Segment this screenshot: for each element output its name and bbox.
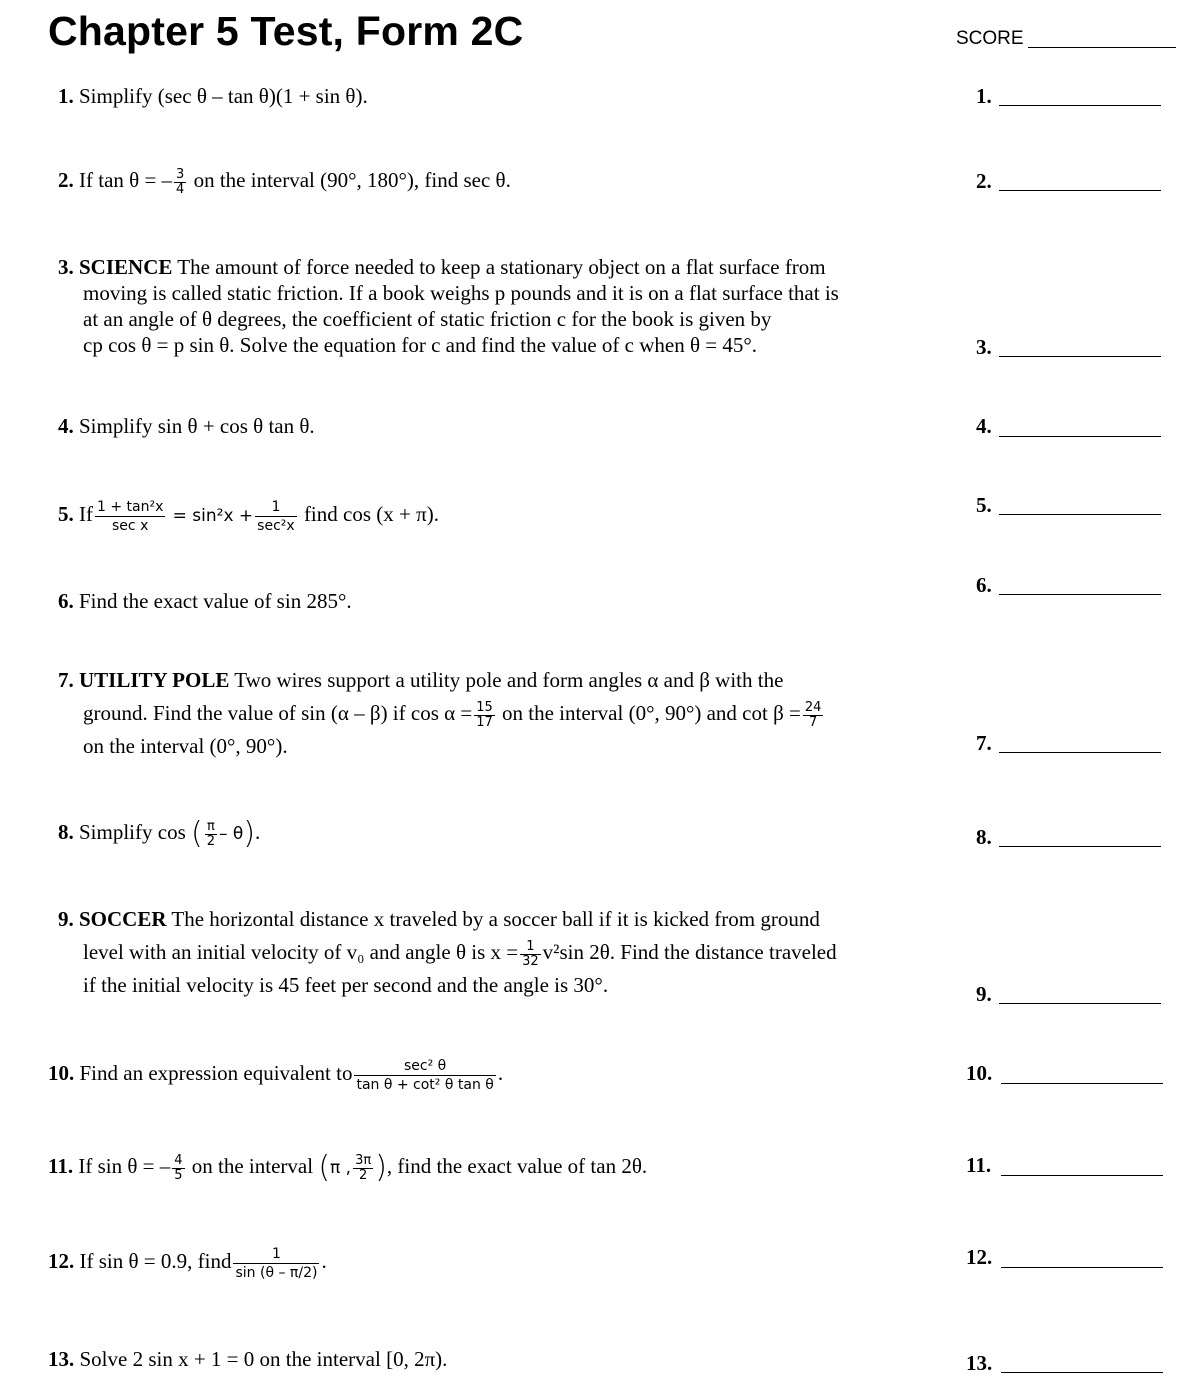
denominator: 2 — [206, 833, 216, 849]
denominator: 2 — [359, 1167, 368, 1183]
question-text: The amount of force needed to keep a stationary object on a flat surface from — [177, 255, 826, 279]
denominator: sec²x — [257, 517, 295, 534]
question-text: . — [497, 1061, 504, 1085]
question-text: v²sin 2θ. Find the distance traveled — [542, 940, 837, 964]
page-title: Chapter 5 Test, Form 2C — [48, 8, 524, 54]
question-13 — [48, 1346, 447, 1372]
answer-label-4: 4. — [976, 414, 992, 438]
question-number: 6. — [58, 589, 74, 613]
question-5 — [58, 491, 439, 539]
answer-blank-10[interactable] — [1001, 1083, 1163, 1084]
question-number: 12. — [48, 1249, 75, 1273]
fraction — [205, 820, 217, 849]
question-text: Find the exact value of sin 285°. — [79, 589, 352, 613]
answer-blank-7[interactable] — [999, 752, 1161, 753]
right-paren: ) — [243, 816, 256, 852]
question-number: 3. — [58, 255, 74, 279]
question-text: Find an expression equivalent to — [79, 1061, 353, 1085]
question-text: on the interval (90°, 180°), find sec θ. — [193, 168, 511, 192]
question-text: If — [79, 502, 93, 526]
right-paren: ) — [375, 1150, 387, 1186]
question-11 — [48, 1146, 647, 1188]
question-4 — [58, 413, 315, 439]
question-text: If sin θ = – — [78, 1154, 171, 1178]
answer-blank-12[interactable] — [1001, 1267, 1163, 1268]
numerator: sec² θ — [354, 1057, 495, 1076]
denominator: 17 — [476, 714, 493, 730]
numerator: 3π — [355, 1152, 372, 1168]
answer-blank-5[interactable] — [999, 514, 1161, 515]
question-9 — [58, 906, 837, 998]
answer-label-8: 8. — [976, 825, 992, 849]
question-number: 10. — [48, 1061, 75, 1085]
score-field[interactable] — [1028, 47, 1176, 48]
question-label: UTILITY POLE — [79, 668, 230, 692]
question-text: if the initial velocity is 45 feet per second and the angle is 30°. — [83, 973, 609, 997]
question-number: 9. — [58, 907, 74, 931]
score-label: SCORE — [956, 28, 1024, 49]
question-number: 13. — [48, 1347, 75, 1371]
fraction — [474, 701, 495, 730]
answer-blank-1[interactable] — [999, 105, 1161, 106]
fraction — [172, 1154, 184, 1183]
denominator: 4 — [176, 181, 185, 197]
numerator: 1 — [233, 1245, 319, 1264]
numerator: π — [205, 820, 217, 835]
question-text: = sin²x + — [172, 506, 254, 526]
question-number: 8. — [58, 820, 74, 844]
question-text: Simplify cos — [79, 820, 186, 844]
denominator: tan θ + cot² θ tan θ — [356, 1076, 494, 1093]
fraction — [233, 1245, 319, 1282]
question-text: cp cos θ = p sin θ. Solve the equation for c and find the value of c when θ = 45°. — [83, 333, 758, 357]
numerator: 1 — [255, 498, 297, 517]
question-text: ground. Find the value of sin (α – β) if cos α = — [83, 701, 473, 725]
question-number: 7. — [58, 668, 74, 692]
question-1 — [58, 83, 368, 109]
question-label: SCIENCE — [79, 255, 173, 279]
numerator: 15 — [476, 699, 493, 715]
denominator: sin (θ – π/2) — [235, 1264, 318, 1281]
denominator: sec x — [112, 517, 149, 534]
question-3 — [58, 254, 839, 358]
numerator: 1 + tan²x — [97, 498, 164, 515]
answer-blank-6[interactable] — [999, 594, 1161, 595]
answer-label-1: 1. — [976, 84, 992, 108]
numerator: 3 — [176, 166, 185, 182]
question-text: at an angle of θ degrees, the coefficient of static friction c for the book is given by — [83, 307, 772, 331]
numerator: 4 — [174, 1152, 183, 1168]
question-number: 2. — [58, 168, 74, 192]
question-text: find cos (x + π). — [303, 502, 439, 526]
question-number: 5. — [58, 502, 74, 526]
question-text: . — [321, 1249, 327, 1273]
fraction — [803, 701, 824, 730]
answer-label-9: 9. — [976, 982, 992, 1006]
answer-label-10: 10. — [966, 1061, 993, 1085]
fraction — [174, 168, 186, 197]
left-paren: ( — [191, 816, 203, 852]
question-text: on the interval (0°, 90°) and cot β = — [502, 701, 801, 725]
question-text: , find the exact value of tan 2θ. — [386, 1154, 648, 1178]
fraction — [353, 1154, 373, 1183]
question-2 — [58, 160, 511, 200]
question-6 — [58, 588, 352, 614]
question-7 — [58, 667, 825, 759]
question-text: Simplify sin θ + cos θ tan θ. — [79, 414, 315, 438]
question-text: Two wires support a utility pole and form angles α and β with the — [234, 668, 784, 692]
answer-blank-4[interactable] — [999, 436, 1161, 437]
question-text: – θ — [219, 824, 244, 844]
question-number: 11. — [48, 1154, 74, 1178]
answer-blank-8[interactable] — [999, 846, 1161, 847]
question-text: on the interval — [191, 1154, 314, 1178]
answer-blank-11[interactable] — [1001, 1175, 1163, 1176]
question-text: The horizontal distance x traveled by a soccer ball if it is kicked from ground — [171, 907, 820, 931]
answer-label-2: 2. — [976, 169, 992, 193]
answer-label-3: 3. — [976, 335, 992, 359]
question-text: Simplify (sec θ – tan θ)(1 + sin θ). — [79, 84, 368, 108]
question-8 — [58, 812, 260, 854]
answer-blank-2[interactable] — [999, 190, 1161, 191]
answer-label-13: 13. — [966, 1351, 993, 1375]
question-10 — [48, 1050, 503, 1096]
answer-label-7: 7. — [976, 731, 992, 755]
question-text: If sin θ = 0.9, find — [79, 1249, 232, 1273]
answer-label-11: 11. — [966, 1153, 992, 1177]
question-text: Solve 2 sin x + 1 = 0 on the interval [0, 2π). — [79, 1347, 448, 1371]
question-text: level with an initial velocity of v₀ and angle θ is x = — [83, 940, 519, 964]
answer-blank-13[interactable] — [1001, 1372, 1163, 1373]
numerator: 24 — [804, 699, 822, 715]
left-paren: ( — [318, 1150, 331, 1186]
question-number: 1. — [58, 84, 74, 108]
denominator: 32 — [522, 953, 539, 969]
question-text: moving is called static friction. If a book weighs p pounds and it is on a flat surface that is — [83, 281, 839, 305]
question-text: π , — [330, 1158, 352, 1178]
question-number: 4. — [58, 414, 74, 438]
question-text: on the interval (0°, 90°). — [83, 734, 288, 758]
numerator: 1 — [520, 940, 541, 955]
answer-label-5: 5. — [976, 493, 992, 517]
question-text: If tan θ = – — [79, 168, 173, 192]
answer-label-12: 12. — [966, 1245, 993, 1269]
fraction — [255, 498, 297, 535]
fraction — [95, 498, 165, 535]
answer-blank-9[interactable] — [999, 1003, 1161, 1004]
question-label: SOCCER — [79, 907, 167, 931]
question-12 — [48, 1238, 327, 1284]
denominator: 5 — [174, 1167, 183, 1183]
answer-blank-3[interactable] — [999, 356, 1161, 357]
fraction — [354, 1057, 495, 1094]
answer-label-6: 6. — [976, 573, 992, 597]
question-text: . — [255, 820, 261, 844]
denominator: 7 — [809, 714, 818, 730]
fraction — [520, 940, 541, 969]
